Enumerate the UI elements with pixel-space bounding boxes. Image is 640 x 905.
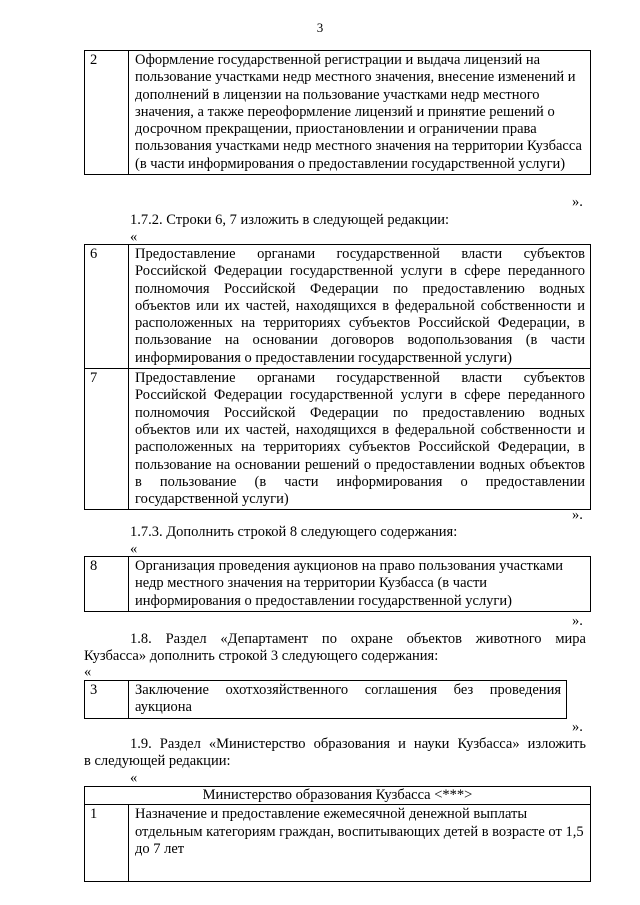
table-row-8 <box>84 556 591 612</box>
closing-quote: ». <box>572 507 583 523</box>
paragraph-1-7-3: 1.7.3. Дополнить строкой 8 следующего содержания: <box>130 524 458 540</box>
paragraph-1-8-line1: 1.8. Раздел «Департамент по охране объектов животного мира <box>130 631 586 647</box>
table-row <box>85 805 591 882</box>
table-row <box>85 681 567 719</box>
paragraph-1-9-line2: в следующей редакции: <box>84 753 231 769</box>
row-number: 8 <box>85 557 129 612</box>
row-number: 6 <box>85 245 129 369</box>
table-row-3 <box>84 680 567 719</box>
row-text: Оформление государственной регистрации и выдача лицензий на пользование участками недр местного значения, внесение изменений и дополнений в лицензии на пользование участками недр местного значения, а также переоформление лицензий и принятие решений о досрочном прекращении, приостановлении и ограничении права пользования участками недр местного значения на территории Кузбасса (в части информирования о предоставлении государственной услуги) <box>129 51 591 175</box>
opening-quote: « <box>84 664 92 680</box>
row-text: Организация проведения аукционов на право пользования участками недр местного значения на территории Кузбасса (в части информирования о предоставлении государственной услуги) <box>129 557 591 612</box>
closing-quote: ». <box>572 719 583 735</box>
row-number: 7 <box>85 369 129 510</box>
table-ministry-education <box>84 786 591 882</box>
opening-quote: « <box>130 229 138 245</box>
paragraph-1-9-line1: 1.9. Раздел «Министерство образования и науки Кузбасса» изложить <box>130 736 586 752</box>
table-row <box>85 51 591 175</box>
table-row <box>85 369 591 510</box>
closing-quote: ». <box>572 613 583 629</box>
row-text: Назначение и предоставление ежемесячной денежной выплаты отдельным категориям граждан, воспитывающих детей в возрасте от 1,5 до 7 лет <box>129 805 591 882</box>
paragraph-1-7-2: 1.7.2. Строки 6, 7 изложить в следующей редакции: <box>130 212 450 228</box>
row-text: Предоставление органами государственной власти субъектов Российской Федерации государственной услуги в сфере переданного полномочия Российской Федерации по предоставлению водных объектов или их частей, находящихся в федеральной собственности и расположенных на территориях субъектов Российской Федерации, в пользование на основании договоров водопользования (в части информирования о предоставлении государственной услуги) <box>129 245 591 369</box>
table-row-2 <box>84 50 591 175</box>
row-text: Предоставление органами государственной власти субъектов Российской Федерации государственной услуги в сфере переданного полномочия Российской Федерации по предоставлению водных объектов или их частей, находящихся в федеральной собственности и расположенных на территориях субъектов Российской Федерации, в пользование на основании решений о предоставлении водных объектов в пользование (в части информирования о предоставлении государственной услуги) <box>129 369 591 510</box>
table-rows-6-7 <box>84 244 591 510</box>
table-row <box>85 245 591 369</box>
opening-quote: « <box>130 770 138 786</box>
table-section-header: Министерство образования Кузбасса <***> <box>85 787 591 805</box>
page-number: 3 <box>316 20 324 35</box>
table-row <box>85 557 591 612</box>
table-header-row <box>85 787 591 805</box>
row-number: 2 <box>85 51 129 175</box>
row-text: Заключение охотхозяйственного соглашения без проведения аукциона <box>129 681 567 719</box>
opening-quote: « <box>130 541 138 557</box>
row-number: 1 <box>85 805 129 882</box>
paragraph-1-8-line2: Кузбасса» дополнить строкой 3 следующего содержания: <box>84 648 439 664</box>
closing-quote: ». <box>572 194 583 210</box>
row-number: 3 <box>85 681 129 719</box>
